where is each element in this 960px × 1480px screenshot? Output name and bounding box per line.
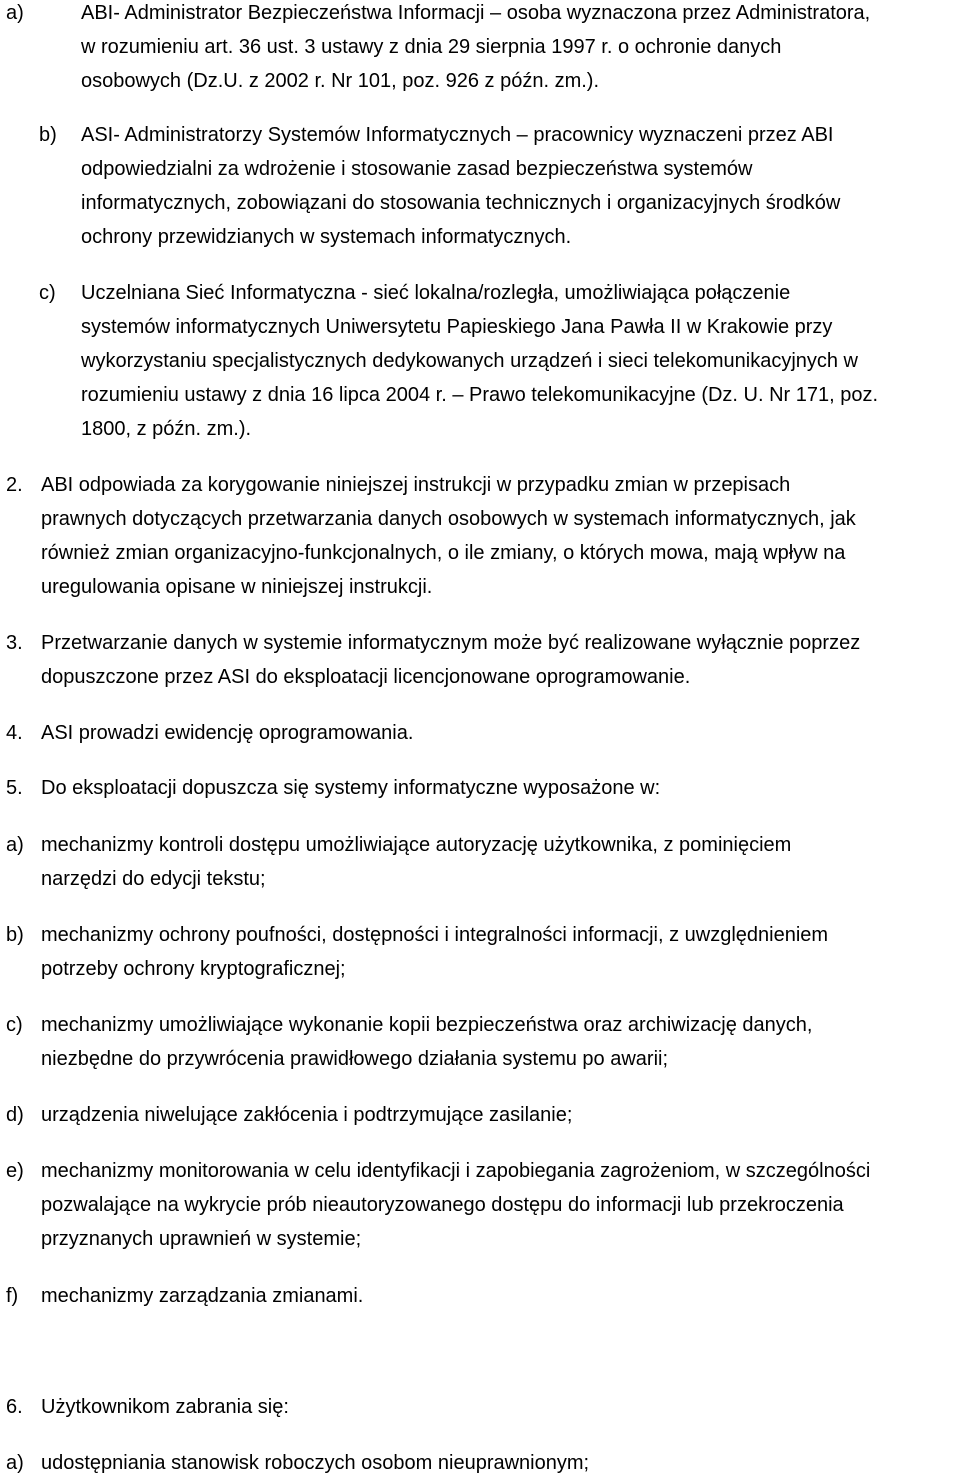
- item-marker: 3.: [6, 632, 23, 654]
- item-marker: c): [6, 1014, 23, 1036]
- text-line: Przetwarzanie danych w systemie informatycznym może być realizowane wyłącznie poprzez: [41, 632, 861, 654]
- text-line: niezbędne do przywrócenia prawidłowego działania systemu po awarii;: [41, 1048, 669, 1070]
- text-line: mechanizmy umożliwiające wykonanie kopii bezpieczeństwa oraz archiwizację danych,: [41, 1014, 813, 1036]
- text-line: mechanizmy kontroli dostępu umożliwiające autoryzację użytkownika, z pominięciem: [41, 834, 792, 856]
- text-line: mechanizmy monitorowania w celu identyfikacji i zapobiegania zagrożeniom, w szczególności: [41, 1160, 871, 1182]
- text-line: udostępniania stanowisk roboczych osobom nieuprawnionym;: [41, 1452, 590, 1474]
- text-line: mechanizmy ochrony poufności, dostępności i integralności informacji, z uwzględnieniem: [41, 924, 829, 946]
- item-text: [41, 468, 856, 604]
- item-marker: d): [6, 1104, 24, 1126]
- text-line: systemów informatycznych Uniwersytetu Papieskiego Jana Pawła II w Krakowie przy: [81, 316, 833, 338]
- text-line: 1800, z późn. zm.).: [81, 418, 252, 440]
- item-marker: e): [6, 1160, 24, 1182]
- item-text: [41, 626, 860, 694]
- item-marker: 2.: [6, 474, 23, 496]
- text-line: uregulowania opisane w niniejszej instrukcji.: [41, 576, 433, 598]
- item-text: [81, 0, 870, 98]
- item-marker: f): [6, 1285, 19, 1307]
- item-marker: 5.: [6, 777, 23, 799]
- text-line: urządzenia niwelujące zakłócenia i podtrzymujące zasilanie;: [41, 1104, 573, 1126]
- item-marker: 4.: [6, 722, 23, 744]
- text-line: narzędzi do edycji tekstu;: [41, 868, 266, 890]
- item-text: [81, 118, 840, 254]
- text-line: osobowych (Dz.U. z 2002 r. Nr 101, poz. 926 z późn. zm.).: [81, 70, 600, 92]
- item-text: [81, 276, 878, 446]
- text-line: dopuszczone przez ASI do eksploatacji licencjonowane oprogramowanie.: [41, 666, 691, 688]
- text-line: ASI prowadzi ewidencję oprogramowania.: [41, 722, 414, 744]
- item-text: [41, 1098, 572, 1132]
- item-text: [41, 1446, 589, 1480]
- item-marker: b): [6, 924, 24, 946]
- text-line: ochrony przewidzianych w systemach informatycznych.: [81, 226, 572, 248]
- text-line: również zmian organizacyjno-funkcjonalnych, o ile zmiany, o których mowa, mają wpływ na: [41, 542, 846, 564]
- text-line: mechanizmy zarządzania zmianami.: [41, 1285, 364, 1307]
- text-line: informatycznych, zobowiązani do stosowania technicznych i organizacyjnych środków: [81, 192, 841, 214]
- item-text: [41, 828, 791, 896]
- text-line: w rozumieniu art. 36 ust. 3 ustawy z dnia 29 sierpnia 1997 r. o ochronie danych: [81, 36, 782, 58]
- text-line: ABI- Administrator Bezpieczeństwa Informacji – osoba wyznaczona przez Administratora,: [81, 2, 871, 24]
- text-line: Do eksploatacji dopuszcza się systemy informatyczne wyposażone w:: [41, 777, 661, 799]
- item-marker: a): [6, 834, 24, 856]
- text-line: przyznanych uprawnień w systemie;: [41, 1228, 362, 1250]
- text-line: wykorzystaniu specjalistycznych dedykowanych urządzeń i sieci telekomunikacyjnych w: [81, 350, 859, 372]
- text-line: prawnych dotyczących przetwarzania danych osobowych w systemach informatycznych, jak: [41, 508, 856, 530]
- item-marker: 6.: [6, 1396, 23, 1418]
- item-marker: b): [39, 124, 57, 146]
- item-text: [41, 918, 828, 986]
- text-line: Uczelniana Sieć Informatyczna - sieć lokalna/rozległa, umożliwiająca połączenie: [81, 282, 791, 304]
- item-marker: c): [39, 282, 56, 304]
- text-line: rozumieniu ustawy z dnia 16 lipca 2004 r. – Prawo telekomunikacyjne (Dz. U. Nr 171, poz.: [81, 384, 879, 406]
- item-marker: a): [6, 1452, 24, 1474]
- text-line: pozwalające na wykrycie prób nieautoryzowanego dostępu do informacji lub przekroczenia: [41, 1194, 844, 1216]
- text-line: ABI odpowiada za korygowanie niniejszej instrukcji w przypadku zmian w przepisach: [41, 474, 791, 496]
- text-line: odpowiedzialni za wdrożenie i stosowanie zasad bezpieczeństwa systemów: [81, 158, 753, 180]
- item-text: [41, 1154, 870, 1256]
- item-marker: a): [6, 2, 24, 24]
- text-line: ASI- Administratorzy Systemów Informatycznych – pracownicy wyznaczeni przez ABI: [81, 124, 834, 146]
- item-text: [41, 1279, 363, 1313]
- item-text: [41, 716, 413, 750]
- text-line: Użytkownikom zabrania się:: [41, 1396, 289, 1418]
- item-text: [41, 1008, 812, 1076]
- text-line: potrzeby ochrony kryptograficznej;: [41, 958, 346, 980]
- item-text: [41, 1390, 289, 1424]
- item-text: [41, 771, 660, 805]
